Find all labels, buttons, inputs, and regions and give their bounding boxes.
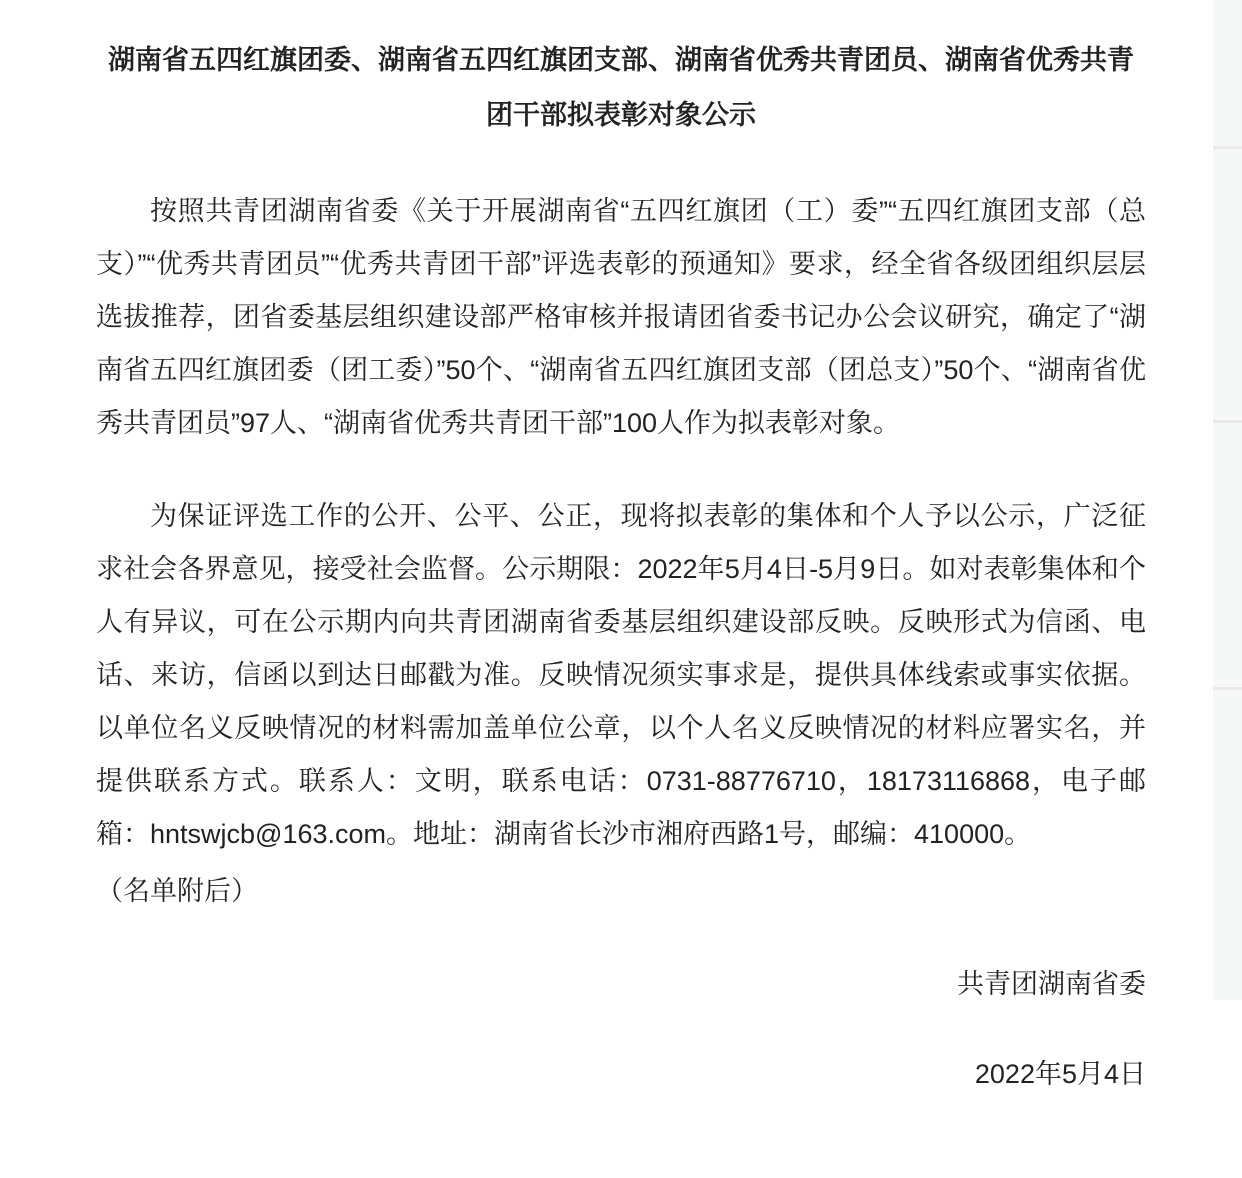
adjacent-panel-edge [1213,0,1242,1000]
panel-divider [1213,687,1242,690]
page-title: 湖南省五四红旗团委、湖南省五四红旗团支部、湖南省优秀共青团员、湖南省优秀共青团干部拟表彰对象公示 [108,45,1134,130]
panel-divider [1213,146,1242,149]
attachment-note: （名单附后） [96,876,258,906]
signature-date: 2022年5月4日 [974,1059,1146,1089]
panel-divider [1213,420,1242,423]
paragraph-selection-process: 按照共青团湖南省委《关于开展湖南省“五四红旗团（工）委”“五四红旗团支部（总支）”“优秀共青团员”“优秀共青团干部”评选表彰的预通知》要求，经全省各级团组织层层选拔推荐，团省委基层组织建设部严格审核并报请团省委书记办公会议研究，确定了“湖南省五四红旗团委（团工委）”50个、“湖南省五四红旗团支部（团总支）”50个、“湖南省优秀共青团员”97人、“湖南省优秀共青团干部”100人作为拟表彰对象。 [96,196,1146,438]
signature-organization: 共青团湖南省委 [957,969,1146,999]
paragraph-publicity-contact: 为保证评选工作的公开、公平、公正，现将拟表彰的集体和个人予以公示，广泛征求社会各界意见，接受社会监督。公示期限：2022年5月4日-5月9日。如对表彰集体和个人有异议，可在公示期内向共青团湖南省委基层组织建设部反映。反映形式为信函、电话、来访，信函以到达日邮戳为准。反映情况须实事求是，提供具体线索或事实依据。以单位名义反映情况的材料需加盖单位公章，以个人名义反映情况的材料应署实名，并提供联系方式。联系人：文明，联系电话：0731-88776710，18173116868，电子邮箱：hntswjcb@163.com。地址：湖南省长沙市湘府西路1号，邮编：410000。 [96,501,1146,849]
